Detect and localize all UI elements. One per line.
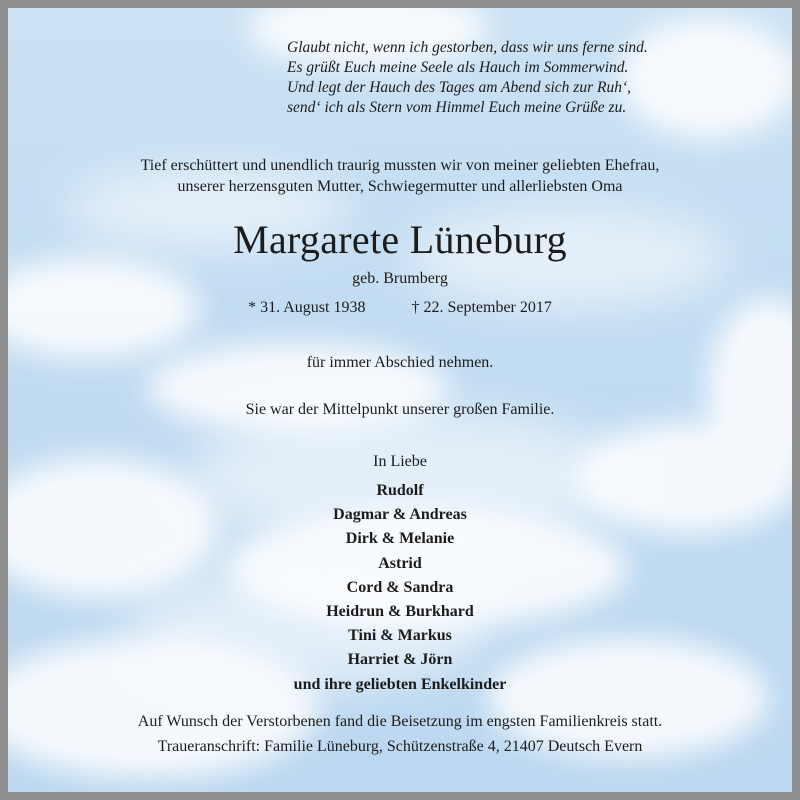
- poem-line: Glaubt nicht, wenn ich gestorben, dass wir uns ferne sind.: [287, 39, 648, 56]
- intro-line-2: unserer herzensguten Mutter, Schwiegermutter und allerliebsten Oma: [177, 178, 623, 195]
- poem-line: Und legt der Hauch des Tages am Abend sich zur Ruh‘,: [287, 79, 631, 96]
- mourner-name: Dagmar & Andreas: [333, 506, 467, 524]
- poem-line: send‘ ich als Stern vom Himmel Euch meine Grüße zu.: [287, 99, 627, 116]
- mourner-name: Tini & Markus: [348, 627, 452, 645]
- deceased-name: Margarete Lüneburg: [233, 217, 567, 262]
- mourners-list: [8, 479, 792, 697]
- mourner-name: Heidrun & Burkhard: [326, 603, 474, 621]
- poem-line: Es grüßt Euch meine Seele als Hauch im Sommerwind.: [287, 59, 629, 76]
- maiden-name: geb. Brumberg: [352, 270, 448, 287]
- intro-text: [8, 155, 792, 197]
- birth-date: * 31. August 1938: [248, 299, 366, 316]
- tribute-text: Sie war der Mittelpunkt unserer großen Familie.: [245, 401, 555, 418]
- mourner-name: und ihre geliebten Enkelkinder: [293, 675, 507, 693]
- life-dates: [8, 298, 792, 318]
- obituary-content: [8, 8, 792, 792]
- poem: [287, 38, 648, 118]
- burial-note: Auf Wunsch der Verstorbenen fand die Beisetzung im engsten Familienkreis statt.: [137, 713, 663, 730]
- mourner-name: Astrid: [378, 554, 422, 572]
- mourner-name: Harriet & Jörn: [347, 651, 453, 669]
- mourning-address: Traueranschrift: Familie Lüneburg, Schützenstraße 4, 21407 Deutsch Evern: [157, 738, 643, 755]
- death-date: † 22. September 2017: [411, 299, 552, 316]
- farewell-text: für immer Abschied nehmen.: [306, 354, 494, 371]
- mourner-name: Cord & Sandra: [346, 578, 454, 596]
- intro-line-1: Tief erschüttert und unendlich traurig mussten wir von meiner geliebten Ehefrau,: [140, 157, 660, 174]
- in-love-label: In Liebe: [373, 453, 427, 470]
- mourner-name: Rudolf: [376, 482, 424, 499]
- mourner-name: Dirk & Melanie: [345, 530, 455, 548]
